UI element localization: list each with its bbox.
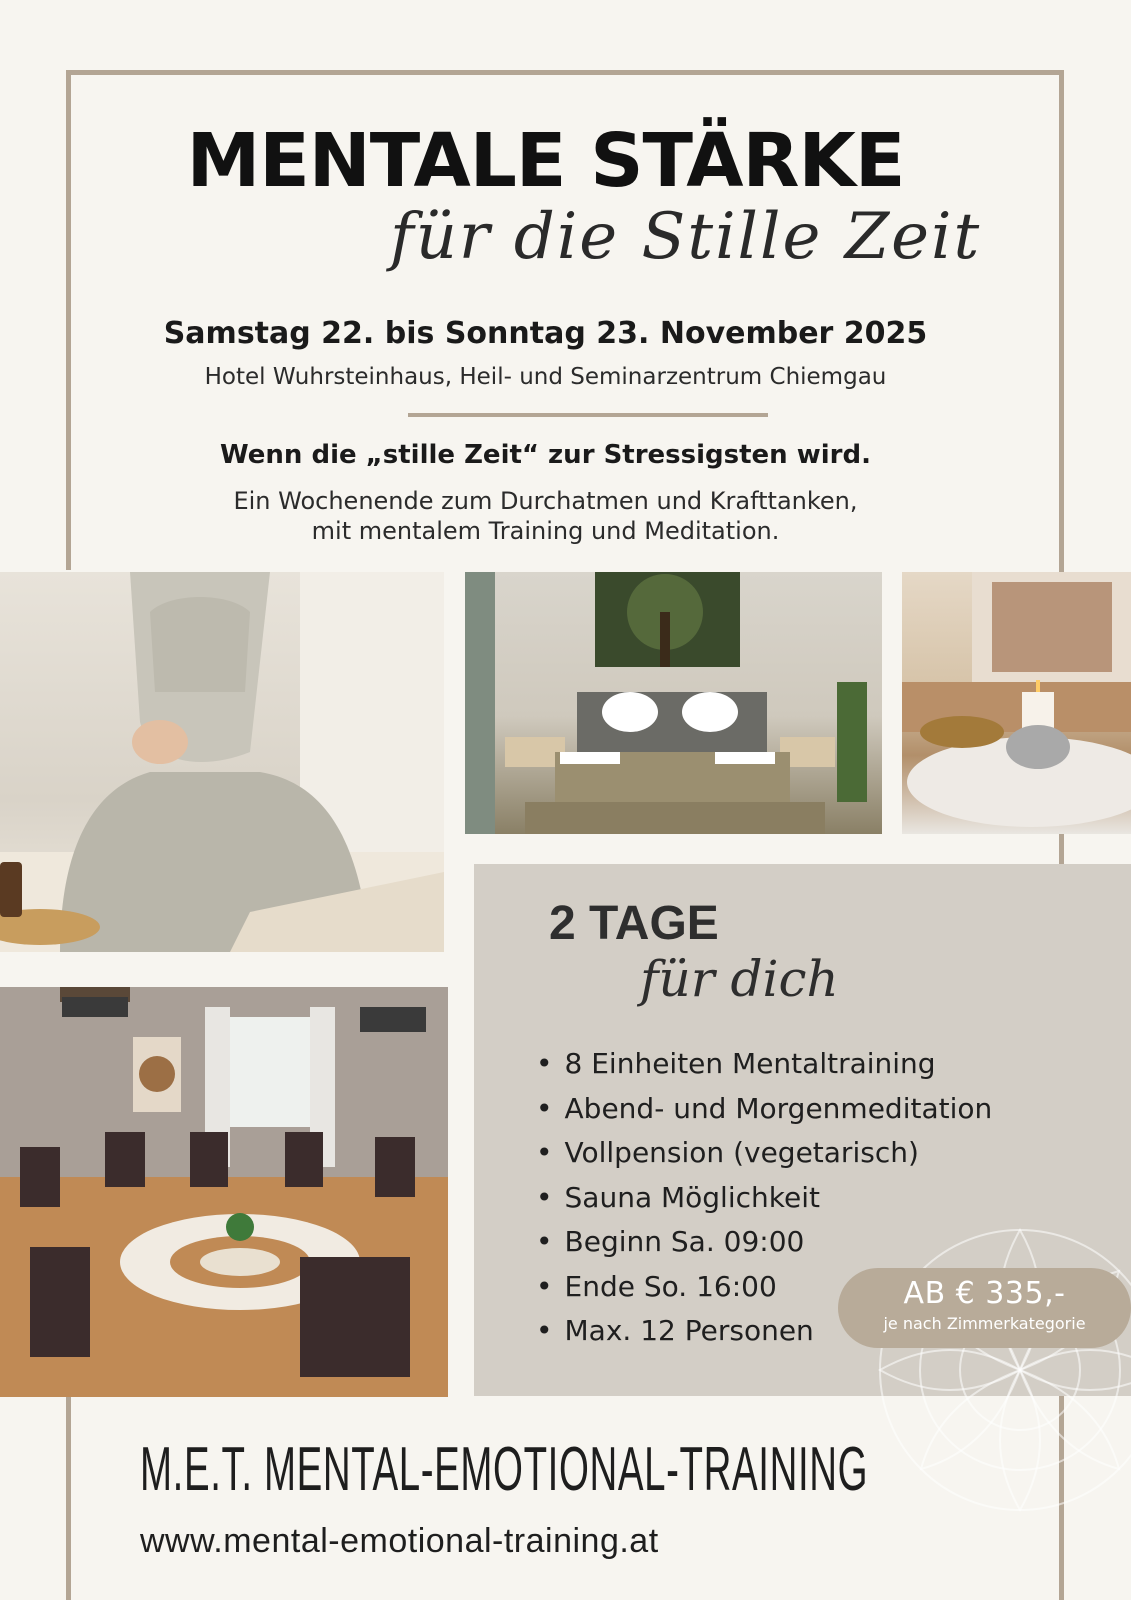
list-item: • Beginn Sa. 09:00 <box>536 1220 992 1265</box>
candle-photo <box>902 572 1131 834</box>
price-note: je nach Zimmerkategorie <box>883 1314 1086 1333</box>
price: AB € 335,- <box>903 1276 1066 1311</box>
description-line-1: Ein Wochenende zum Durchatmen und Krafttanken, <box>233 487 858 515</box>
frame-left-line-bottom <box>66 1396 71 1600</box>
list-item: • Max. 12 Personen <box>536 1309 992 1354</box>
panel-title: 2 TAGE <box>549 897 719 950</box>
script-subtitle: für die Stille Zeit <box>390 200 982 274</box>
event-date: Samstag 22. bis Sonntag 23. November 2025 <box>163 316 928 351</box>
meditation-photo <box>0 572 444 952</box>
brand-name: M.E.T. MENTAL-EMOTIONAL-TRAINING <box>140 1435 869 1504</box>
website-link[interactable]: www.mental-emotional-training.at <box>140 1522 659 1560</box>
event-venue: Hotel Wuhrsteinhaus, Heil- und Seminarzentrum Chiemgau <box>204 364 887 390</box>
frame-top-line <box>66 70 1064 75</box>
description <box>0 486 1131 546</box>
tagline: Wenn die „stille Zeit“ zur Stressigsten wird. <box>220 440 871 470</box>
description-line-2: mit mentalem Training und Meditation. <box>311 517 780 545</box>
bedroom-photo <box>465 572 882 834</box>
list-item: • Vollpension (vegetarisch) <box>536 1131 992 1176</box>
list-item: • Abend- und Morgenmeditation <box>536 1087 992 1132</box>
list-item: • Sauna Möglichkeit <box>536 1176 992 1221</box>
divider <box>408 413 768 417</box>
list-item: • 8 Einheiten Mentaltraining <box>536 1042 992 1087</box>
seminar-room-photo <box>0 987 448 1397</box>
page-title: MENTALE STÄRKE <box>186 118 905 204</box>
list-item: • Ende So. 16:00 <box>536 1265 992 1310</box>
panel-script-subtitle: für dich <box>640 950 839 1008</box>
price-badge <box>838 1268 1131 1348</box>
